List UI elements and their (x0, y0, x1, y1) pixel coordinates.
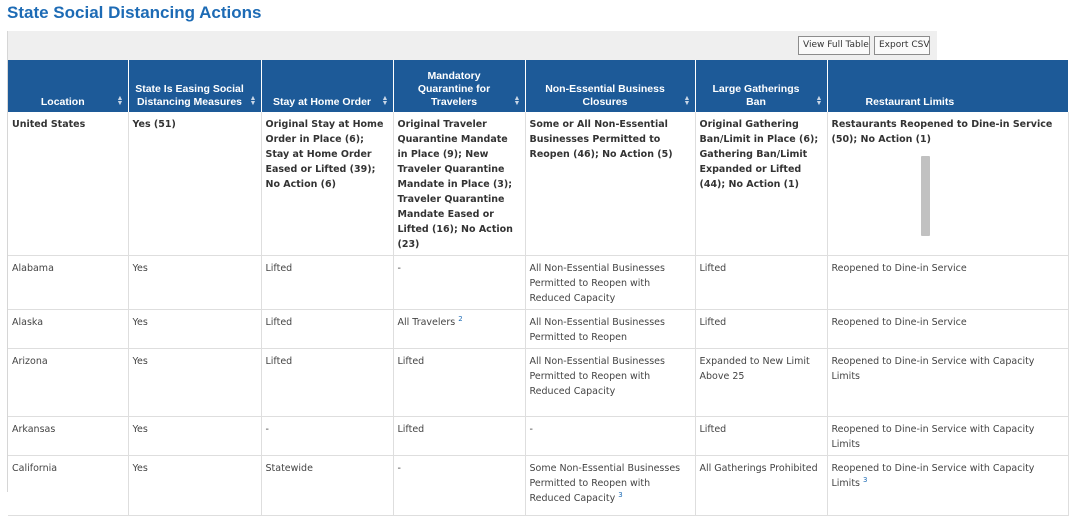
table-toolbar (8, 31, 937, 60)
table-row (8, 417, 1068, 456)
sort-icon[interactable]: ▲ ▼ (381, 95, 389, 107)
cell-gatherings: Lifted (695, 310, 827, 349)
cell-quarantine (393, 310, 525, 349)
cell-restaurant: Reopened to Dine-in Service with Capacity Limits (827, 349, 1068, 417)
cell-business: - (525, 417, 695, 456)
table-header-row (8, 60, 1068, 112)
quarantine-text: All Travelers (397, 317, 456, 328)
sort-icon[interactable]: ▲ ▼ (683, 95, 691, 107)
cell-restaurant (827, 456, 1068, 516)
table-row (8, 310, 1068, 349)
distancing-table (8, 60, 1069, 516)
cell-business: All Non-Essential Businesses Permitted to Reopen (525, 310, 695, 349)
cell-business (525, 456, 695, 516)
cell-location: Alaska (8, 310, 128, 349)
cell-stay-at-home: Original Stay at Home Order in Place (6); Stay at Home Order Eased or Lifted (39); No Action (6) (261, 112, 393, 256)
column-header-label: Mandatory Quarantine for Travelers (417, 70, 491, 108)
column-header-quarantine[interactable] (393, 60, 525, 112)
table-row (8, 456, 1068, 516)
column-header-label: State Is Easing Social Distancing Measures (135, 83, 244, 108)
column-header-location[interactable] (8, 60, 128, 112)
table-row (8, 349, 1068, 417)
cell-stay-at-home: Lifted (261, 349, 393, 417)
cell-stay-at-home: Statewide (261, 456, 393, 516)
cell-quarantine: - (393, 456, 525, 516)
cell-easing: Yes (128, 256, 261, 310)
page-title: State Social Distancing Actions (7, 3, 262, 22)
table-row (8, 112, 1068, 256)
cell-business: Some or All Non-Essential Businesses Permitted to Reopen (46); No Action (5) (525, 112, 695, 256)
cell-easing: Yes (51) (128, 112, 261, 256)
column-header-label: Large Gatherings Ban (712, 83, 800, 108)
vertical-scrollbar[interactable] (921, 156, 930, 236)
cell-location: California (8, 456, 128, 516)
footnote-link[interactable]: 3 (863, 475, 868, 484)
column-header-gatherings[interactable] (695, 60, 827, 112)
cell-gatherings: Lifted (695, 417, 827, 456)
column-header-business[interactable] (525, 60, 695, 112)
cell-gatherings: Lifted (695, 256, 827, 310)
cell-gatherings: All Gatherings Prohibited (695, 456, 827, 516)
cell-quarantine: Lifted (393, 349, 525, 417)
cell-restaurant: Reopened to Dine-in Service (827, 256, 1068, 310)
export-csv-button[interactable]: Export CSV (874, 36, 930, 55)
column-header-label: Restaurant Limits (865, 96, 955, 108)
cell-location: Arizona (8, 349, 128, 417)
column-header-stay-at-home[interactable] (261, 60, 393, 112)
footnote-link[interactable]: 2 (458, 314, 463, 323)
cell-location: Arkansas (8, 417, 128, 456)
column-header-label: Stay at Home Order (272, 96, 372, 108)
cell-stay-at-home: Lifted (261, 310, 393, 349)
restaurant-text: Reopened to Dine-in Service with Capacity Limits (831, 463, 1035, 489)
sort-icon[interactable]: ▲ ▼ (249, 95, 257, 107)
cell-easing: Yes (128, 349, 261, 417)
cell-stay-at-home: Lifted (261, 256, 393, 310)
cell-restaurant: Reopened to Dine-in Service with Capacity Limits (827, 417, 1068, 456)
column-header-label: Location (40, 96, 85, 108)
sort-icon[interactable]: ▲ ▼ (116, 95, 124, 107)
table-row (8, 256, 1068, 310)
cell-easing: Yes (128, 310, 261, 349)
cell-quarantine: - (393, 256, 525, 310)
footnote-link[interactable]: 3 (618, 490, 623, 499)
sort-icon[interactable]: ▲ ▼ (815, 95, 823, 107)
cell-location: Alabama (8, 256, 128, 310)
cell-easing: Yes (128, 417, 261, 456)
cell-quarantine: Original Traveler Quarantine Mandate in Place (9); New Traveler Quarantine Mandate in Place (3); Traveler Quarantine Mandate Eased or Lifted (16); No Action (23) (393, 112, 525, 256)
cell-business: All Non-Essential Businesses Permitted to Reopen with Reduced Capacity (525, 256, 695, 310)
cell-quarantine: Lifted (393, 417, 525, 456)
cell-location: United States (8, 112, 128, 256)
cell-gatherings: Original Gathering Ban/Limit in Place (6); Gathering Ban/Limit Expanded or Lifted (44); No Action (1) (695, 112, 827, 256)
cell-stay-at-home: - (261, 417, 393, 456)
cell-business: All Non-Essential Businesses Permitted to Reopen with Reduced Capacity (525, 349, 695, 417)
view-full-table-button[interactable]: View Full Table (798, 36, 870, 55)
business-text: Some Non-Essential Businesses Permitted to Reopen with Reduced Capacity (529, 463, 681, 504)
column-header-label: Non-Essential Business Closures (545, 83, 665, 108)
cell-restaurant: Reopened to Dine-in Service (827, 310, 1068, 349)
column-header-easing[interactable] (128, 60, 261, 112)
sort-icon[interactable]: ▲ ▼ (513, 95, 521, 107)
cell-gatherings: Expanded to New Limit Above 25 (695, 349, 827, 417)
cell-easing: Yes (128, 456, 261, 516)
column-header-restaurant[interactable] (827, 60, 1068, 112)
table-container (7, 31, 1053, 504)
cell-restaurant: Restaurants Reopened to Dine-in Service (50); No Action (1) (827, 112, 1068, 256)
